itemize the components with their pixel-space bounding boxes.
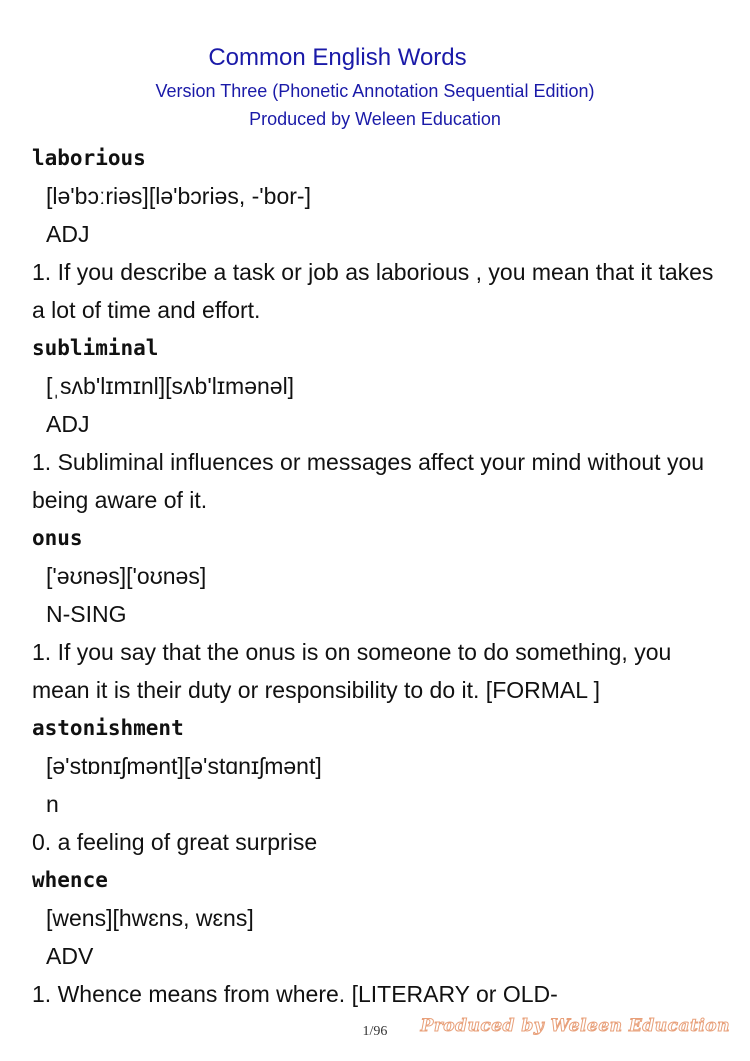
word-entry (32, 709, 722, 861)
entry-word: laborious (32, 146, 146, 170)
entry-word: whence (32, 868, 108, 892)
entry-phonetic: [wens][hwɛns, wɛns] (46, 905, 254, 931)
watermark-logo: Produced by Weleen Education (420, 1016, 730, 1036)
entry-definition: 1. If you say that the onus is on someone to do something, you mean it is their duty or responsibility to do it. [FORMAL ] (32, 639, 672, 703)
document-title: Common English Words (208, 44, 467, 71)
entry-phonetic: [ˌsʌb'lɪmɪnl][sʌb'lɪmənəl] (46, 373, 295, 399)
entry-part-of-speech: ADJ (46, 411, 90, 437)
word-entry (32, 329, 722, 519)
document-subtitle: Version Three (Phonetic Annotation Sequential Edition) (155, 81, 595, 101)
entry-part-of-speech: n (46, 791, 59, 817)
word-entry (32, 139, 722, 329)
entry-part-of-speech: N-SING (46, 601, 127, 627)
document-producer: Produced by Weleen Education (249, 109, 501, 129)
word-entry (32, 861, 722, 1013)
entry-definition: 0. a feeling of great surprise (32, 829, 318, 855)
entry-phonetic: [lə'bɔːriəs][lə'bɔriəs, -'bor-] (46, 183, 311, 209)
word-entry-list (32, 139, 722, 1013)
entry-phonetic: ['əʊnəs]['oʊnəs] (46, 563, 207, 589)
entry-part-of-speech: ADJ (46, 221, 90, 247)
entry-word: subliminal (32, 336, 159, 360)
entry-word: astonishment (32, 716, 184, 740)
page-number: 1/96 (362, 1024, 388, 1039)
entry-definition: 1. If you describe a task or job as laborious , you mean that it takes a lot of time and effort. (32, 259, 714, 323)
word-entry (32, 519, 722, 709)
entry-phonetic: [ə'stɒnɪʃmənt][ə'stɑnɪʃmənt] (46, 753, 322, 779)
entry-definition: 1. Whence means from where. [LITERARY or OLD- (32, 981, 558, 1007)
entry-part-of-speech: ADV (46, 943, 94, 969)
entry-word: onus (32, 526, 83, 550)
entry-definition: 1. Subliminal influences or messages affect your mind without you being aware of it. (32, 449, 705, 513)
